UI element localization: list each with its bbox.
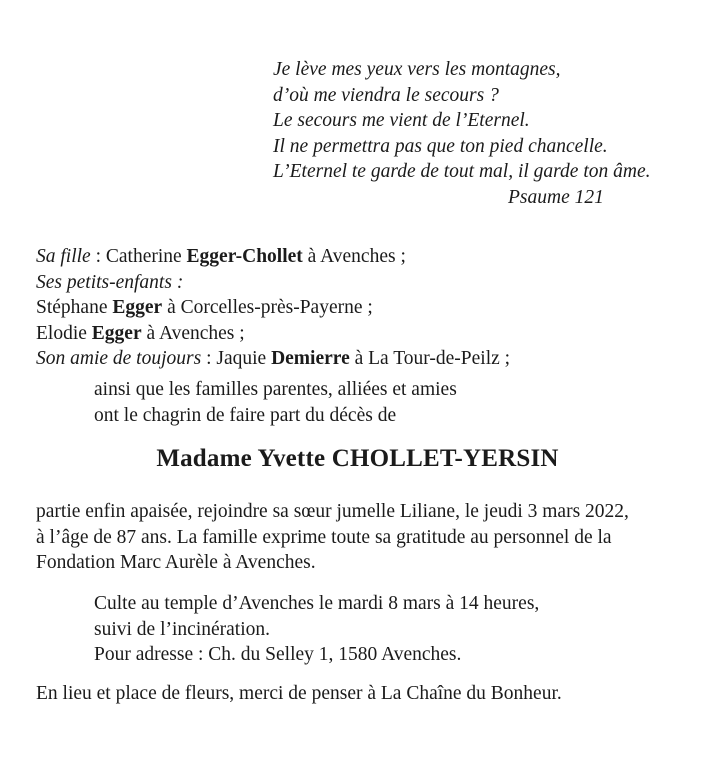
relation-text: à Avenches ; <box>141 322 245 344</box>
family-surname: Demierre <box>271 348 350 369</box>
details-line: partie enfin apaisée, rejoindre sa sœur jumelle Liliane, le jeudi 3 mars 2022, <box>36 501 629 522</box>
announcement-line: ainsi que les familles parentes, alliées et amies <box>94 379 457 400</box>
family-line-daughter <box>36 244 510 270</box>
relation-label: Sa fille <box>36 246 91 267</box>
relation-label: Ses petits-enfants : <box>36 271 184 293</box>
relation-text: à Corcelles-près-Payerne ; <box>162 297 373 318</box>
ceremony-details <box>94 591 539 668</box>
relation-text: Stéphane <box>36 297 113 318</box>
family-surname: Egger-Chollet <box>186 246 303 267</box>
ceremony-line: Culte au temple d’Avenches le mardi 8 mars à 14 heures, <box>94 593 540 614</box>
family-list <box>36 244 510 372</box>
family-line-granddaughter <box>36 321 510 347</box>
details-line: à l’âge de 87 ans. La famille exprime toute sa gratitude au personnel de la <box>36 526 612 548</box>
psalm-line: Je lève mes yeux vers les montagnes, <box>273 59 561 80</box>
family-line-friend <box>36 346 510 372</box>
relation-text: : Jaquie <box>201 348 272 369</box>
psalm-line: L’Eternel te garde de tout mal, il garde ton âme. <box>273 161 651 182</box>
flowers-note-line: En lieu et place de fleurs, merci de penser à La Chaîne du Bonheur. <box>36 683 562 704</box>
details-line: Fondation Marc Aurèle à Avenches. <box>36 552 316 573</box>
psalm-quote <box>273 57 650 210</box>
ceremony-line: suivi de l’incinération. <box>94 618 270 640</box>
relation-text: à Avenches ; <box>302 246 406 267</box>
relation-text: à La Tour-de-Peilz ; <box>349 348 511 369</box>
death-details-paragraph <box>36 499 629 576</box>
family-line-grandchildren-label <box>36 270 510 296</box>
psalm-line: Il ne permettra pas que ton pied chancelle. <box>273 135 608 157</box>
deceased-name-title: Madame Yvette CHOLLET-YERSIN <box>156 445 559 472</box>
deceased-name-row <box>0 445 715 474</box>
psalm-attribution: Psaume 121 <box>508 186 604 208</box>
family-surname: Egger <box>91 322 142 344</box>
ceremony-line: Pour adresse : Ch. du Selley 1, 1580 Avenches. <box>94 644 462 665</box>
announcement-lines <box>94 377 457 428</box>
family-line-grandson <box>36 295 510 321</box>
psalm-line: Le secours me vient de l’Eternel. <box>273 110 530 131</box>
announcement-line: ont le chagrin de faire part du décès de <box>94 404 397 426</box>
relation-text: Elodie <box>36 322 92 344</box>
relation-text: : Catherine <box>90 246 187 267</box>
flowers-note <box>36 681 562 707</box>
family-surname: Egger <box>112 297 163 318</box>
psalm-line: d’où me viendra le secours ? <box>273 84 499 106</box>
relation-label: Son amie de toujours <box>36 348 202 369</box>
